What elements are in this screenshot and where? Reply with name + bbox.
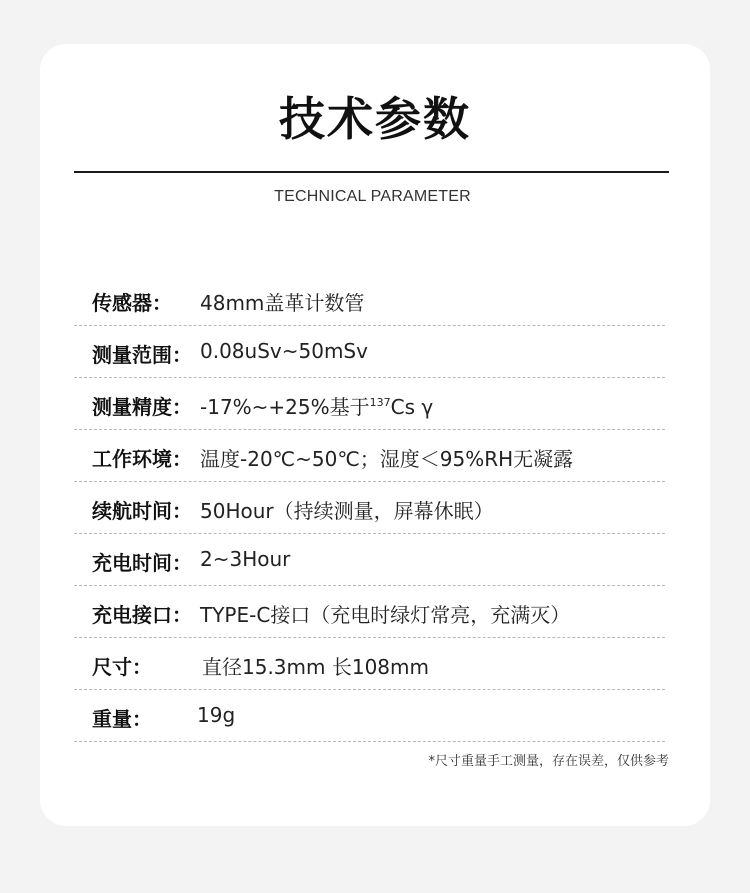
spec-label: 测量范围： [92, 343, 192, 367]
spec-label: 工作环境： [92, 447, 192, 471]
footnote: *尺寸重量手工测量，存在误差，仅供参考 [428, 754, 669, 769]
spec-list [74, 274, 665, 742]
title-divider [74, 171, 669, 173]
spec-label: 续航时间： [92, 499, 192, 523]
spec-row-weight [74, 690, 665, 742]
spec-value: 0.08uSv~50mSv [200, 339, 368, 363]
spec-row-environment [74, 430, 665, 482]
spec-value [200, 391, 433, 420]
spec-row-charge-time [74, 534, 665, 586]
spec-label: 充电接口： [92, 603, 192, 627]
spec-value: 50Hour（持续测量，屏幕休眠） [200, 499, 494, 523]
spec-value-suffix: Cs γ [390, 395, 434, 419]
spec-label: 重量： [92, 707, 152, 731]
spec-value-prefix: -17%~+25%基于 [200, 395, 370, 419]
spec-label: 尺寸： [92, 655, 152, 679]
spec-row-size [74, 638, 665, 690]
spec-value: 温度-20℃~50℃；湿度＜95%RH无凝露 [200, 447, 574, 471]
spec-row-sensor [74, 274, 665, 326]
spec-row-battery-life [74, 482, 665, 534]
spec-label: 测量精度： [92, 395, 192, 419]
spec-label: 传感器： [92, 291, 172, 315]
spec-row-accuracy [74, 378, 665, 430]
spec-row-charge-port [74, 586, 665, 638]
spec-label: 充电时间： [92, 551, 192, 575]
page-subtitle: TECHNICAL PARAMETER [274, 188, 471, 205]
spec-row-measure-range [74, 326, 665, 378]
spec-value: TYPE-C接口（充电时绿灯常亮，充满灭） [200, 603, 571, 627]
spec-value: 2~3Hour [200, 547, 291, 571]
spec-value: 直径15.3mm 长108mm [202, 655, 429, 679]
spec-value: 48mm盖革计数管 [200, 291, 365, 315]
isotope-superscript: 137 [369, 396, 391, 409]
spec-value: 19g [197, 703, 236, 727]
page-title: 技术参数 [279, 92, 471, 146]
